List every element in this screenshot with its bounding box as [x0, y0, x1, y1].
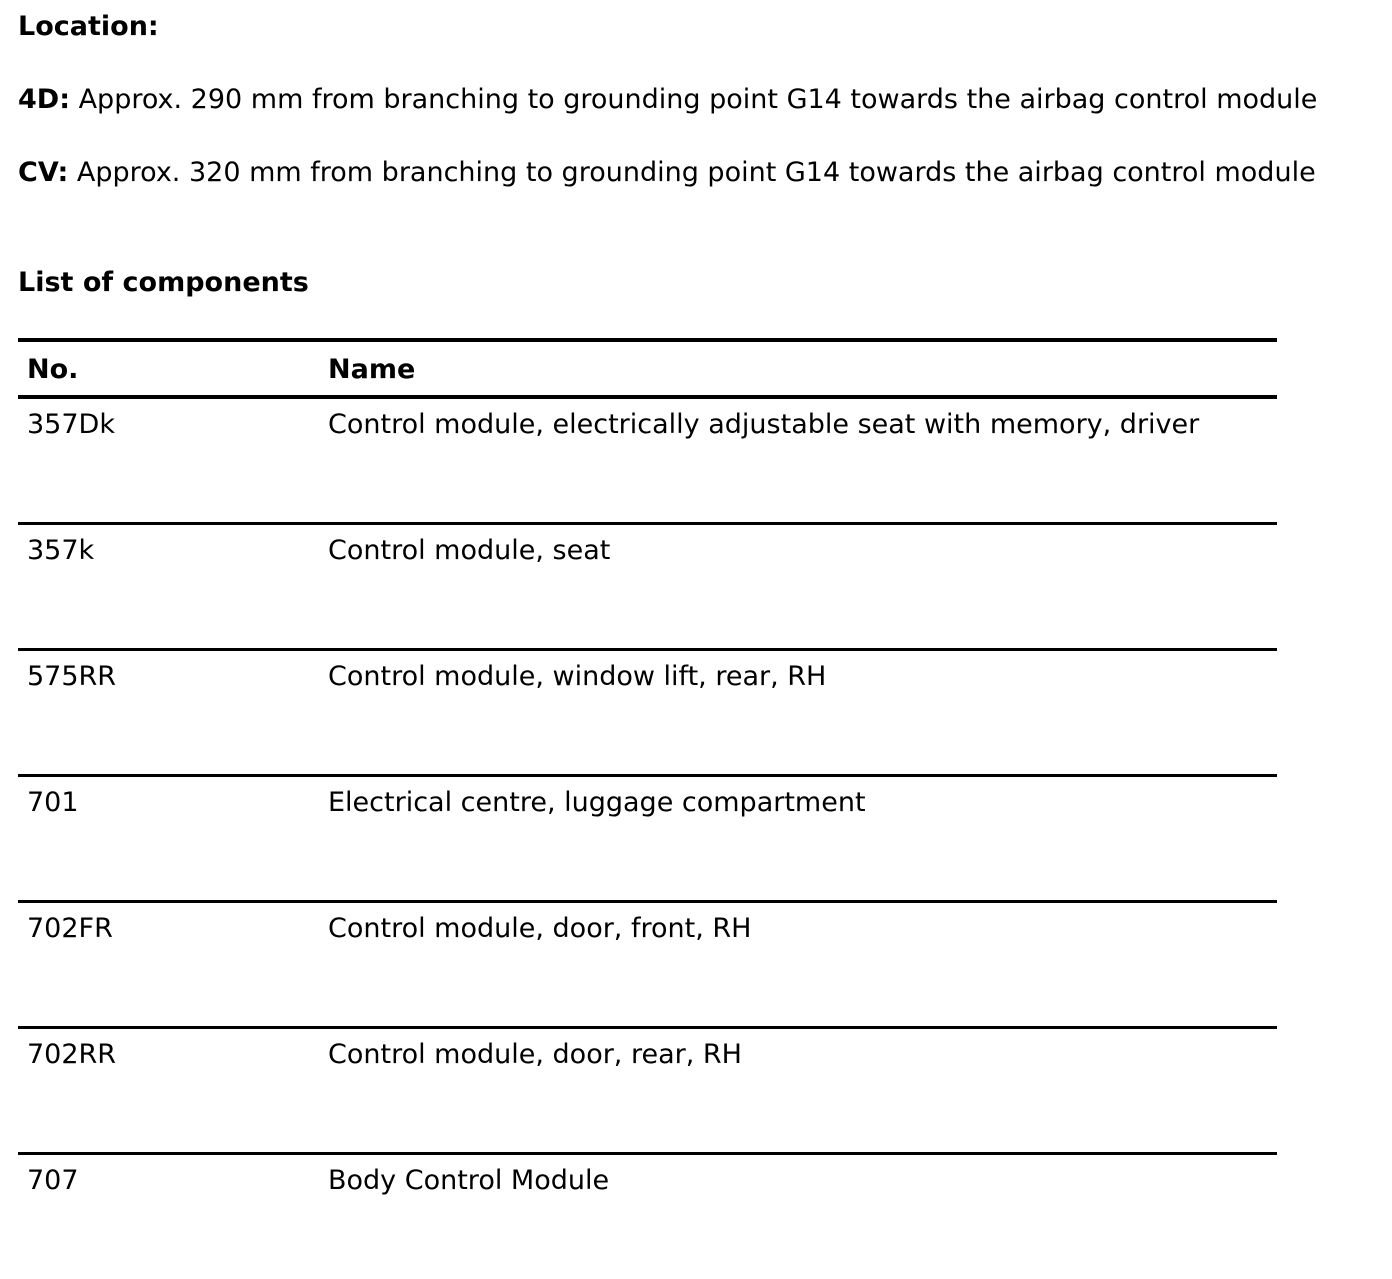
component-name: Control module, window lift, rear, RH — [319, 649, 1277, 775]
table-row — [18, 523, 1277, 649]
column-header-no: No. — [18, 340, 319, 397]
column-header-name: Name — [319, 340, 1277, 397]
location-key: 4D: — [18, 84, 70, 115]
component-number: 702FR — [18, 901, 319, 1027]
component-number: 702RR — [18, 1027, 319, 1153]
component-number: 701 — [18, 775, 319, 901]
table-row — [18, 649, 1277, 775]
component-name: Body Control Module — [328, 1164, 610, 1196]
component-number: 575RR — [18, 649, 319, 775]
location-line-cv — [18, 156, 1316, 190]
table-row — [18, 901, 1277, 1027]
location-text: Approx. 320 mm from branching to grounding point G14 towards the airbag control module — [68, 157, 1316, 188]
component-name: Electrical centre, luggage compartment — [319, 775, 1277, 901]
table-row — [18, 1027, 1277, 1153]
components-table — [18, 338, 1277, 1279]
component-name: Control module, seat — [319, 523, 1277, 649]
component-number: 357Dk — [18, 397, 319, 523]
component-name: Control module, door, front, RH — [319, 901, 1277, 1027]
component-number: 357k — [18, 523, 319, 649]
location-heading: Location: — [18, 11, 159, 42]
table-row — [18, 397, 1277, 523]
component-name: Control module, electrically adjustable seat with memory, driver — [319, 397, 1277, 523]
location-key: CV: — [18, 157, 69, 188]
table-row — [18, 1153, 1277, 1279]
table-row — [18, 775, 1277, 901]
table-header-row — [18, 340, 1277, 397]
component-number: 707 — [27, 1164, 79, 1196]
components-heading: List of components — [18, 267, 309, 298]
component-name: Control module, door, rear, RH — [319, 1027, 1277, 1153]
location-text: Approx. 290 mm from branching to grounding point G14 towards the airbag control module — [70, 84, 1318, 115]
location-line-4d — [18, 83, 1317, 117]
